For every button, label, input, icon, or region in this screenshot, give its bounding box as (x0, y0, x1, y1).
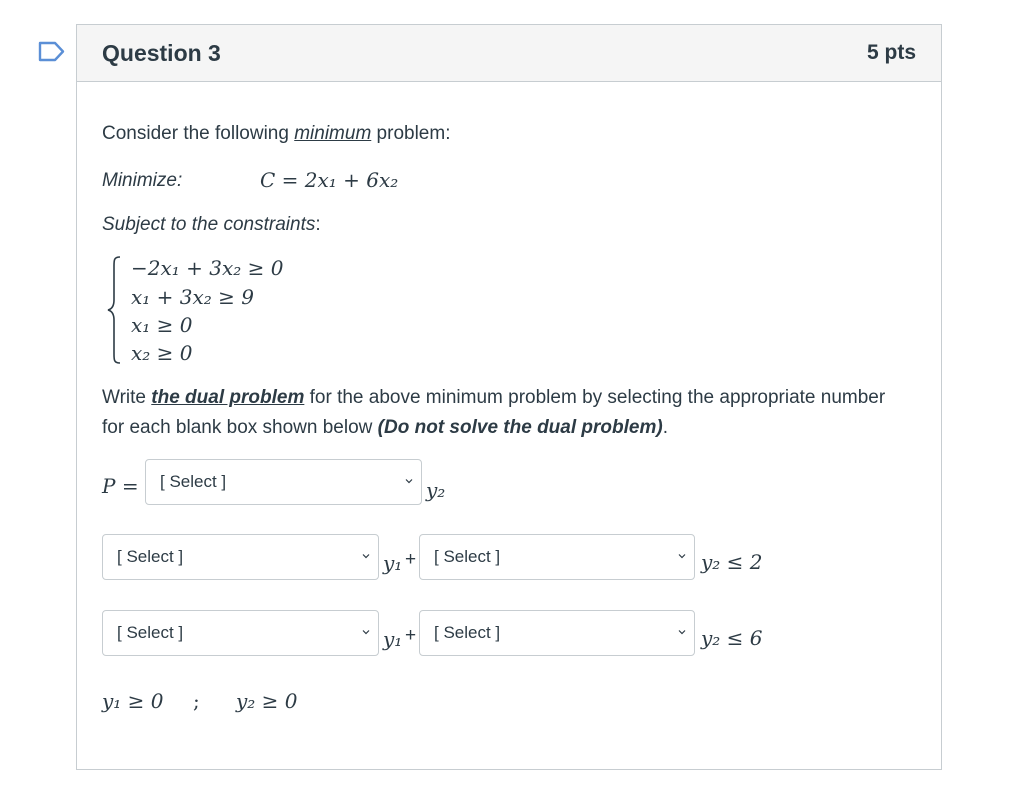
select-row2-coef-y2[interactable] (419, 610, 695, 656)
question-header (77, 25, 941, 82)
row2-y1: y₁ (383, 627, 403, 651)
select-row2-coef-y1[interactable] (102, 610, 379, 656)
constraint-3: x₁ ≥ 0 (131, 313, 193, 337)
instruction-line-2 (102, 417, 668, 439)
chevron-down-icon (678, 628, 686, 636)
flag-question-icon[interactable] (38, 41, 65, 62)
instruction-line-1 (102, 387, 885, 409)
constraint-2: x₁ + 3x₂ ≥ 9 (131, 285, 254, 309)
select-placeholder: [ Select ] (117, 547, 184, 566)
constraint-4: x₂ ≥ 0 (131, 341, 193, 365)
select-placeholder: [ Select ] (117, 623, 184, 642)
constraints-colon: : (315, 214, 321, 235)
nonneg-separator: ; (193, 689, 200, 713)
dual-p-label: P = (102, 474, 139, 498)
select-row1-coef-y1[interactable] (102, 534, 379, 580)
select-row1-coef-y2[interactable] (419, 534, 695, 580)
constraints-brace (106, 256, 122, 364)
select-placeholder: [ Select ] (434, 623, 501, 642)
select-placeholder: [ Select ] (434, 547, 501, 566)
intro-suffix: problem: (371, 123, 451, 144)
row1-tail: y₂ ≤ 2 (701, 550, 763, 574)
select-p-coef-y1[interactable] (145, 459, 422, 505)
row1-y1: y₁ (383, 551, 403, 575)
row2-plus: + (405, 625, 417, 646)
chevron-down-icon (362, 552, 370, 560)
question-title: Question 3 (102, 39, 221, 66)
row2-tail: y₂ ≤ 6 (701, 626, 763, 650)
instruction-p2: for the above minimum problem by selecting the appropriate number (304, 387, 886, 408)
instruction-dual-emphasis: the dual problem (151, 387, 305, 408)
intro-emphasis: minimum (294, 123, 372, 144)
constraint-1: −2x₁ + 3x₂ ≥ 0 (131, 256, 284, 280)
dual-p-y2: y₂ (426, 478, 446, 502)
objective-formula: C = 2x₁ + 6x₂ (260, 168, 399, 192)
row1-plus: + (405, 549, 417, 570)
instruction-p4: . (662, 417, 668, 438)
select-placeholder: [ Select ] (160, 472, 227, 491)
constraints-label (102, 214, 321, 236)
objective-label: Minimize: (102, 170, 183, 191)
instruction-p3: for each blank box shown below (102, 417, 378, 438)
chevron-down-icon (405, 477, 413, 485)
instruction-bold: (Do not solve the dual problem) (377, 417, 663, 438)
intro-text (102, 123, 450, 145)
nonneg-y1: y₁ ≥ 0 (102, 689, 164, 713)
question-points: 5 pts (866, 41, 916, 64)
nonneg-y2: y₂ ≥ 0 (236, 689, 298, 713)
constraints-label-text: Subject to the constraints (102, 214, 316, 235)
chevron-down-icon (678, 552, 686, 560)
intro-prefix: Consider the following (102, 123, 295, 144)
instruction-p1: Write (102, 387, 152, 408)
chevron-down-icon (362, 628, 370, 636)
